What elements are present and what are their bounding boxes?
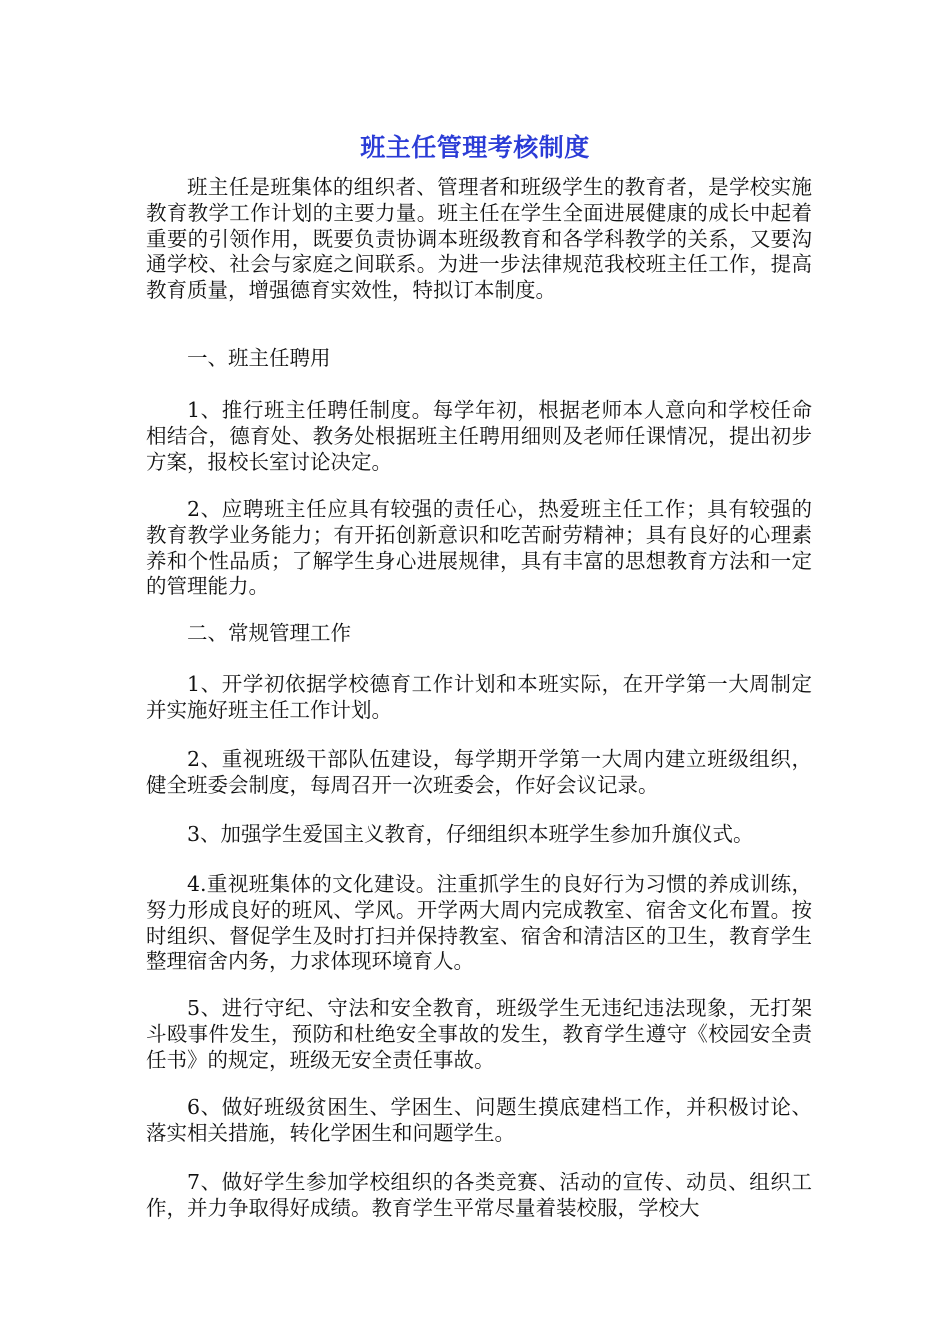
document-title: 班主任管理考核制度 — [360, 133, 590, 162]
paragraph-routine-4: 4.重视班集体的文化建设。注重抓学生的良好行为习惯的养成训练，努力形成良好的班风、学风。开学两大周内完成教室、宿舍文化布置。按时组织、督促学生及时打扫并保持教室、宿舍和清洁区的卫生，教育学生整理宿舍内务，力求体现环境育人。 — [146, 872, 812, 974]
paragraph-intro: 班主任是班集体的组织者、管理者和班级学生的教育者，是学校实施教育教学工作计划的主要力量。班主任在学生全面进展健康的成长中起着重要的引领作用，既要负责协调本班级教育和各学科教学的关系，又要沟通学校、社会与家庭之间联系。为进一步法律规范我校班主任工作，提高教育质量，增强德育实效性，特拟订本制度。 — [146, 175, 812, 303]
paragraph-routine-2: 2、重视班级干部队伍建设，每学期开学第一大周内建立班级组织，健全班委会制度，每周召开一次班委会，作好会议记录。 — [146, 747, 812, 797]
paragraph-appointment-1: 1、推行班主任聘任制度。每学年初，根据老师本人意向和学校任命相结合，德育处、教务处根据班主任聘用细则及老师任课情况，提出初步方案，报校长室讨论决定。 — [146, 398, 812, 474]
paragraph-routine-1: 1、开学初依据学校德育工作计划和本班实际，在开学第一大周制定并实施好班主任工作计划。 — [146, 672, 812, 722]
paragraph-routine-6: 6、做好班级贫困生、学困生、问题生摸底建档工作，并积极讨论、落实相关措施，转化学困生和问题学生。 — [146, 1095, 812, 1145]
paragraph-appointment-2: 2、应聘班主任应具有较强的责任心，热爱班主任工作；具有较强的教育教学业务能力；有开拓创新意识和吃苦耐劳精神；具有良好的心理素养和个性品质；了解学生身心进展规律，具有丰富的思想教育方法和一定的管理能力。 — [146, 497, 812, 599]
section-heading-routine: 二、常规管理工作 — [187, 621, 351, 645]
section-heading-appointment: 一、班主任聘用 — [187, 346, 331, 370]
paragraph-routine-5: 5、进行守纪、守法和安全教育，班级学生无违纪违法现象，无打架斗殴事件发生，预防和杜绝安全事故的发生，教育学生遵守《校园安全责任书》的规定，班级无安全责任事故。 — [146, 996, 812, 1072]
paragraph-routine-3: 3、加强学生爱国主义教育，仔细组织本班学生参加升旗仪式。 — [187, 822, 754, 846]
paragraph-routine-7: 7、做好学生参加学校组织的各类竞赛、活动的宣传、动员、组织工作，并力争取得好成绩。教育学生平常尽量着装校服，学校大 — [146, 1170, 812, 1220]
